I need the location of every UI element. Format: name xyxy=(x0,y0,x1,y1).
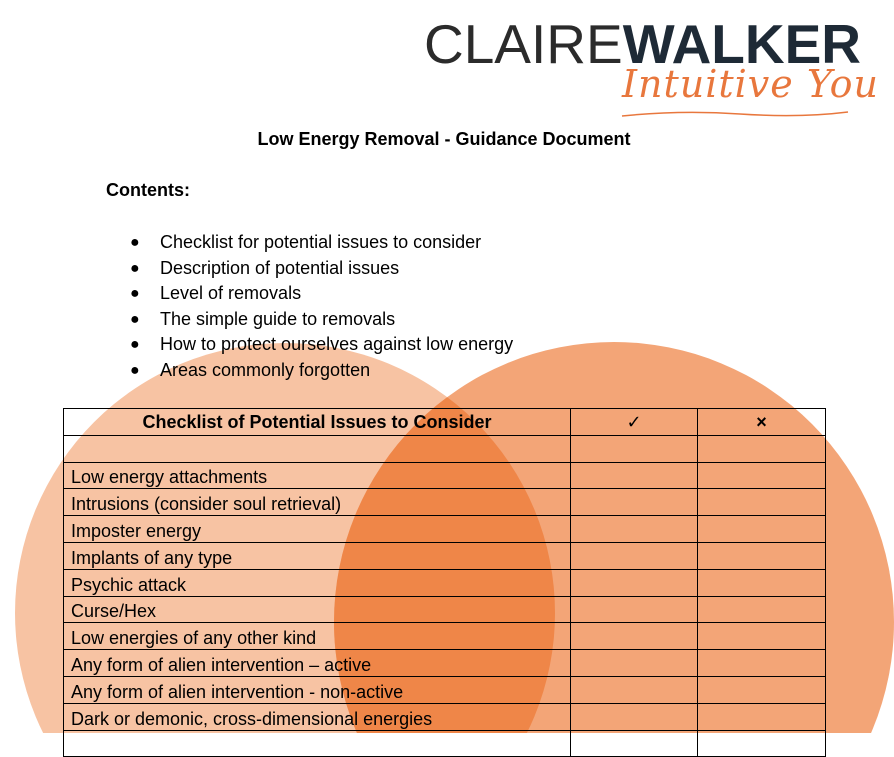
no-cell[interactable] xyxy=(698,676,826,703)
contents-item: ● Checklist for potential issues to consider xyxy=(130,230,513,256)
yes-cell[interactable] xyxy=(571,516,698,543)
no-cell[interactable] xyxy=(698,623,826,650)
document-title: Low Energy Removal - Guidance Document xyxy=(257,129,631,149)
bullet-icon: ● xyxy=(130,336,140,354)
issue-cell xyxy=(64,435,571,462)
contents-list xyxy=(130,230,513,384)
table-row xyxy=(64,623,826,650)
yes-cell[interactable] xyxy=(571,489,698,516)
bullet-icon: ● xyxy=(130,259,140,277)
no-cell[interactable] xyxy=(698,462,826,489)
yes-cell[interactable] xyxy=(571,703,698,730)
bullet-icon: ● xyxy=(130,285,140,303)
yes-cell[interactable] xyxy=(571,650,698,677)
yes-cell[interactable] xyxy=(571,435,698,462)
table-row xyxy=(64,516,826,543)
table-row xyxy=(64,676,826,703)
issue-cell: Imposter energy xyxy=(64,516,571,543)
table-row xyxy=(64,703,826,730)
no-cell[interactable] xyxy=(698,435,826,462)
bullet-icon: ● xyxy=(130,234,140,251)
logo-last-name: WALKER xyxy=(622,13,862,75)
contents-item: ● Areas commonly forgotten xyxy=(130,358,513,384)
table-row xyxy=(64,435,826,462)
no-cell[interactable] xyxy=(698,516,826,543)
yes-cell[interactable] xyxy=(571,596,698,623)
issue-cell: Any form of alien intervention – active xyxy=(64,650,571,677)
issue-cell: Low energy attachments xyxy=(64,462,571,489)
issue-cell: Psychic attack xyxy=(64,569,571,596)
no-cell[interactable] xyxy=(698,650,826,677)
no-cell[interactable] xyxy=(698,703,826,730)
cross-mark-icon: × xyxy=(698,409,826,436)
check-mark-icon: ✓ xyxy=(571,409,698,436)
contents-item: ● Description of potential issues xyxy=(130,256,513,282)
issue-cell: Intrusions (consider soul retrieval) xyxy=(64,489,571,516)
table-row xyxy=(64,596,826,623)
issue-cell: Implants of any type xyxy=(64,542,571,569)
no-cell[interactable] xyxy=(698,730,826,757)
yes-cell[interactable] xyxy=(571,462,698,489)
table-row xyxy=(64,542,826,569)
issue-cell xyxy=(64,730,571,757)
contents-item: ● Level of removals xyxy=(130,281,513,307)
table-row xyxy=(64,730,826,757)
yes-cell[interactable] xyxy=(571,676,698,703)
table-row xyxy=(64,650,826,677)
logo-swash-icon xyxy=(620,106,850,122)
issue-cell: Dark or demonic, cross-dimensional energies xyxy=(64,703,571,730)
contents-item: ● How to protect ourselves against low energy xyxy=(130,332,513,358)
no-cell[interactable] xyxy=(698,489,826,516)
issue-cell: Any form of alien intervention - non-active xyxy=(64,676,571,703)
contents-item: ● The simple guide to removals xyxy=(130,307,513,333)
logo-tagline: Intuitive You xyxy=(622,62,879,106)
no-cell[interactable] xyxy=(698,569,826,596)
checklist-table xyxy=(63,408,826,757)
issue-column-header: Checklist of Potential Issues to Consider xyxy=(64,409,571,436)
bullet-icon: ● xyxy=(130,361,140,379)
yes-cell[interactable] xyxy=(571,569,698,596)
issue-cell: Low energies of any other kind xyxy=(64,623,571,650)
table-row xyxy=(64,462,826,489)
issue-cell: Curse/Hex xyxy=(64,596,571,623)
table-row xyxy=(64,489,826,516)
bullet-icon: ● xyxy=(130,310,140,328)
contents-heading: Contents: xyxy=(106,180,190,200)
logo xyxy=(424,13,879,124)
table-header-row xyxy=(64,409,826,436)
yes-cell[interactable] xyxy=(571,730,698,757)
table-row xyxy=(64,569,826,596)
no-cell[interactable] xyxy=(698,542,826,569)
yes-cell[interactable] xyxy=(571,542,698,569)
logo-first-name: CLAIRE xyxy=(424,13,623,75)
no-cell[interactable] xyxy=(698,596,826,623)
yes-cell[interactable] xyxy=(571,623,698,650)
